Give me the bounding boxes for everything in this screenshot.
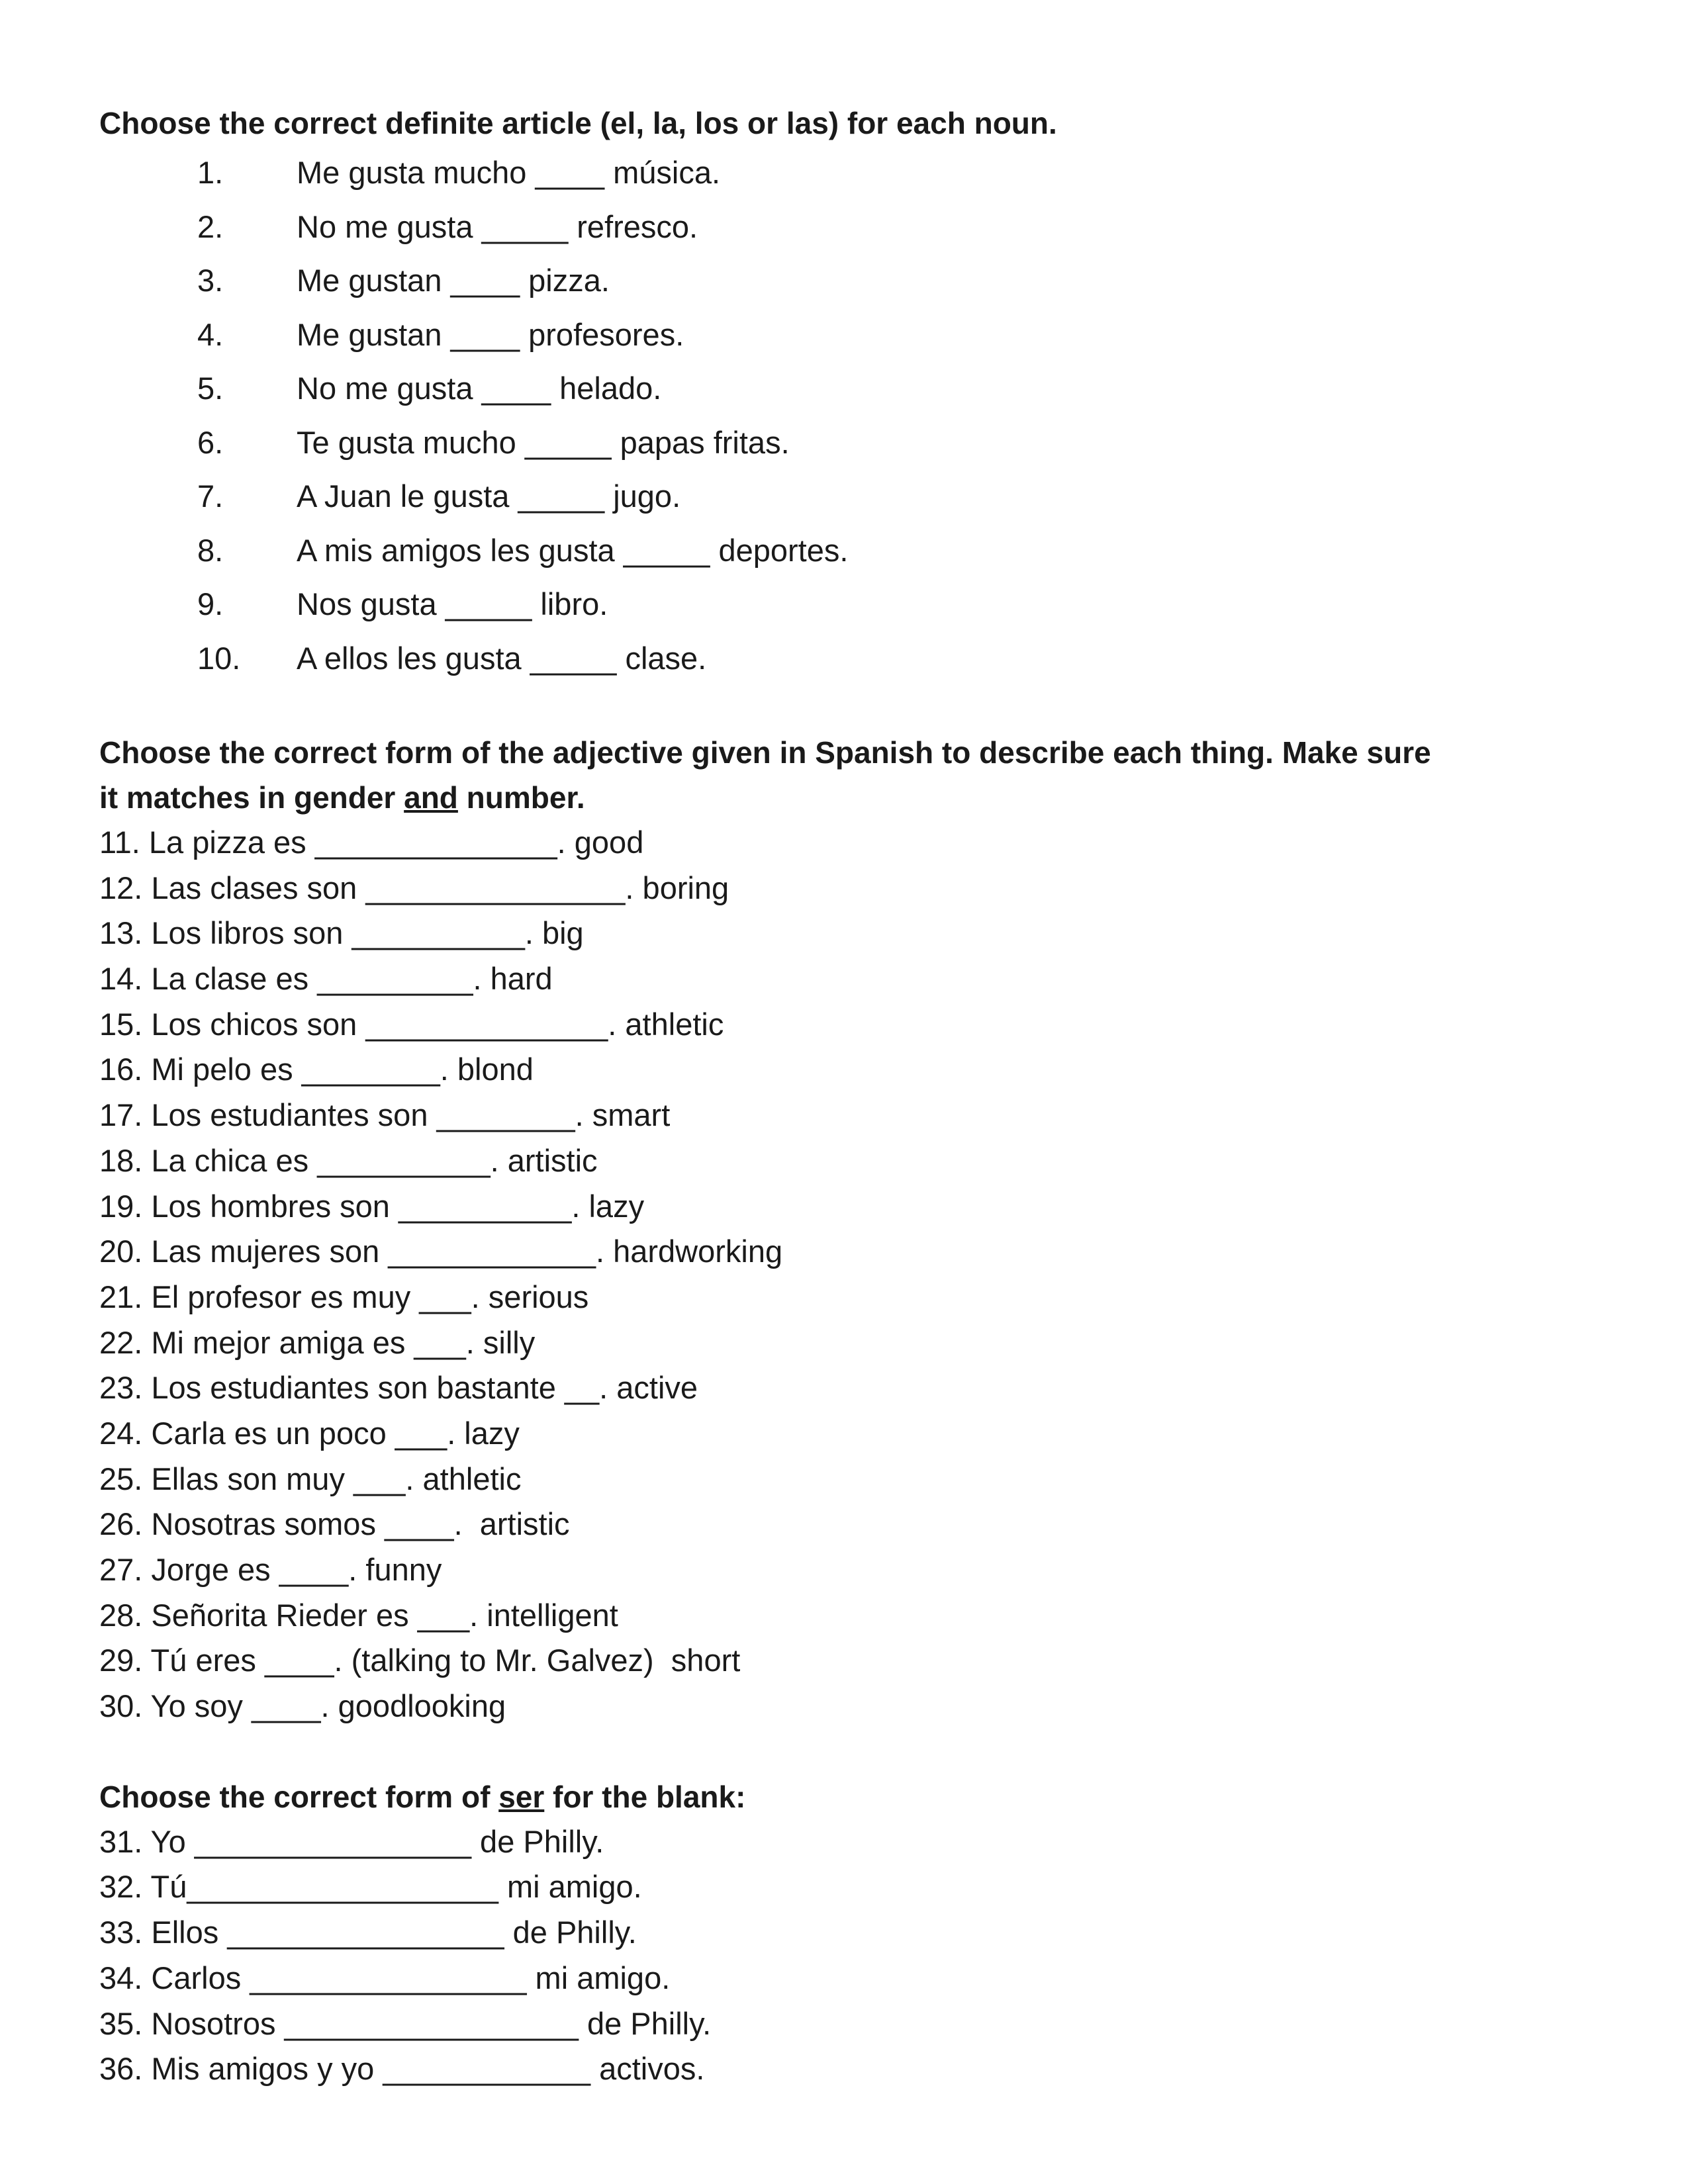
section2-heading-line2a: it matches in gender	[99, 780, 404, 815]
list-item: 16. Mi pelo es ________. blond	[99, 1052, 534, 1087]
list-item: 13. Los libros son __________. big	[99, 915, 584, 951]
list-item: 30. Yo soy ____. goodlooking	[99, 1688, 506, 1724]
list-item: 36. Mis amigos y yo ____________ activos.	[99, 2051, 705, 2087]
item-text: Me gusta mucho ____ música.	[297, 155, 721, 190]
list-item: 20. Las mujeres son ____________. hardworking	[99, 1234, 783, 1269]
list-item: 22. Mi mejor amiga es ___. silly	[99, 1324, 536, 1360]
section1-list	[99, 146, 1595, 685]
item-text: No me gusta _____ refresco.	[297, 208, 698, 244]
section1-heading: Choose the correct definite article (el, la, los or las) for each noun.	[99, 106, 1057, 140]
item-number: 3.	[197, 263, 224, 298]
list-item	[99, 308, 1595, 362]
section2-heading-line1: Choose the correct form of the adjective given in Spanish to describe each thing. Make sure	[99, 735, 1431, 770]
list-item: 19. Los hombres son __________. lazy	[99, 1188, 645, 1224]
list-item: 31. Yo ________________ de Philly.	[99, 1823, 604, 1859]
section3-heading-a: Choose the correct form of	[99, 1779, 499, 1814]
list-item	[99, 146, 1595, 200]
item-text: A mis amigos les gusta _____ deportes.	[297, 532, 849, 568]
section2-heading-underlined: and	[404, 780, 458, 815]
list-item	[99, 577, 1595, 631]
item-number: 7.	[197, 478, 224, 514]
list-item	[99, 416, 1595, 470]
item-number: 10.	[197, 640, 241, 676]
list-item: 28. Señorita Rieder es ___. intelligent	[99, 1597, 618, 1633]
list-item	[99, 200, 1595, 254]
list-item	[99, 523, 1595, 578]
section2-list	[99, 820, 1595, 1729]
list-item: 24. Carla es un poco ___. lazy	[99, 1415, 520, 1451]
list-item: 34. Carlos ________________ mi amigo.	[99, 1960, 671, 1995]
list-item: 29. Tú eres ____. (talking to Mr. Galvez) short	[99, 1643, 741, 1678]
section-ser	[99, 1774, 1595, 2092]
item-text: A ellos les gusta _____ clase.	[297, 640, 707, 676]
section-definite-articles	[99, 101, 1595, 685]
item-text: Nos gusta _____ libro.	[297, 586, 608, 621]
list-item	[99, 469, 1595, 523]
item-text: Me gustan ____ pizza.	[297, 263, 610, 298]
list-item	[99, 361, 1595, 416]
item-text: A Juan le gusta _____ jugo.	[297, 478, 681, 514]
item-number: 4.	[197, 316, 224, 352]
list-item: 14. La clase es _________. hard	[99, 961, 553, 997]
list-item	[99, 253, 1595, 308]
list-item: 23. Los estudiantes son bastante __. active	[99, 1370, 698, 1406]
item-text: No me gusta ____ helado.	[297, 371, 662, 406]
item-text: Me gustan ____ profesores.	[297, 316, 684, 352]
section2-heading-line2b: number.	[457, 780, 585, 815]
item-text: Te gusta mucho _____ papas fritas.	[297, 424, 790, 460]
item-number: 6.	[197, 424, 224, 460]
list-item: 32. Tú__________________ mi amigo.	[99, 1869, 642, 1905]
section-adjectives	[99, 730, 1595, 1729]
item-number: 1.	[197, 155, 224, 190]
section3-heading	[99, 1774, 1595, 1819]
list-item: 12. Las clases son _______________. boring	[99, 870, 729, 905]
section2-heading	[99, 730, 1595, 820]
section3-heading-underlined: ser	[498, 1779, 545, 1814]
item-number: 5.	[197, 371, 224, 406]
list-item: 27. Jorge es ____. funny	[99, 1552, 442, 1587]
item-number: 8.	[197, 532, 224, 568]
item-number: 2.	[197, 208, 224, 244]
section3-list	[99, 1819, 1595, 2092]
list-item: 33. Ellos ________________ de Philly.	[99, 1915, 637, 1950]
list-item: 18. La chica es __________. artistic	[99, 1142, 598, 1178]
list-item: 15. Los chicos son ______________. athletic	[99, 1006, 724, 1042]
list-item: 26. Nosotras somos ____. artistic	[99, 1506, 570, 1542]
item-number: 9.	[197, 586, 224, 621]
list-item	[99, 631, 1595, 686]
list-item: 21. El profesor es muy ___. serious	[99, 1279, 589, 1314]
list-item: 25. Ellas son muy ___. athletic	[99, 1461, 522, 1496]
list-item: 17. Los estudiantes son ________. smart	[99, 1097, 671, 1133]
section3-heading-b: for the blank:	[544, 1779, 746, 1814]
list-item: 35. Nosotros _________________ de Philly.	[99, 2005, 712, 2041]
list-item: 11. La pizza es ______________. good	[99, 825, 644, 860]
